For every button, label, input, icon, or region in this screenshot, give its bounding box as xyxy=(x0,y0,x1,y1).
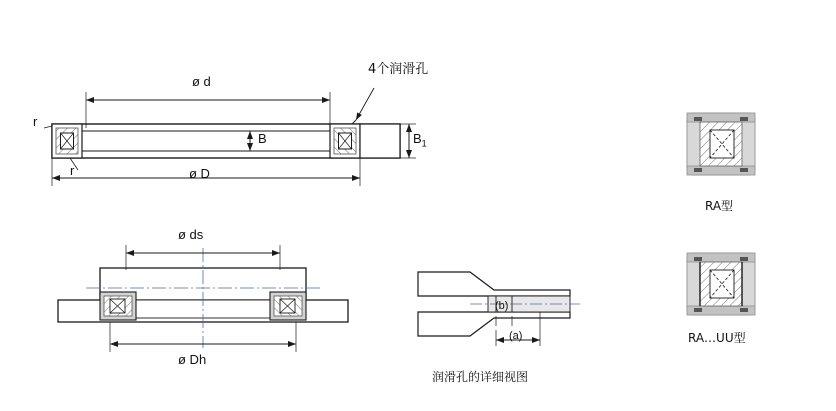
label-detail-caption: 润滑孔的详细视图 xyxy=(432,370,529,384)
label-type-ra: RA型 xyxy=(705,199,734,213)
label-phi-D: ø D xyxy=(189,166,210,181)
label-phi-Dh: ø Dh xyxy=(178,352,207,367)
top-section-view xyxy=(44,88,416,186)
ra-uu-type-icon xyxy=(687,253,755,315)
label-B1-main: B xyxy=(413,131,422,146)
label-phi-ds: ø ds xyxy=(178,227,204,242)
label-B: B xyxy=(258,131,267,146)
label-B1 xyxy=(413,131,427,149)
label-B1-subscript: 1 xyxy=(421,138,427,149)
ra-type-icon xyxy=(687,113,755,175)
label-detail-a: (a) xyxy=(509,330,523,342)
label-r-bottom: r xyxy=(70,163,75,178)
label-phi-d: ø d xyxy=(192,74,211,89)
label-lube-holes: 4个润滑孔 xyxy=(368,62,429,77)
label-type-ra-uu: RA…UU型 xyxy=(688,331,746,345)
label-r-left: r xyxy=(33,114,38,129)
label-detail-b: (b) xyxy=(495,300,509,312)
bottom-housing-view xyxy=(58,245,348,352)
